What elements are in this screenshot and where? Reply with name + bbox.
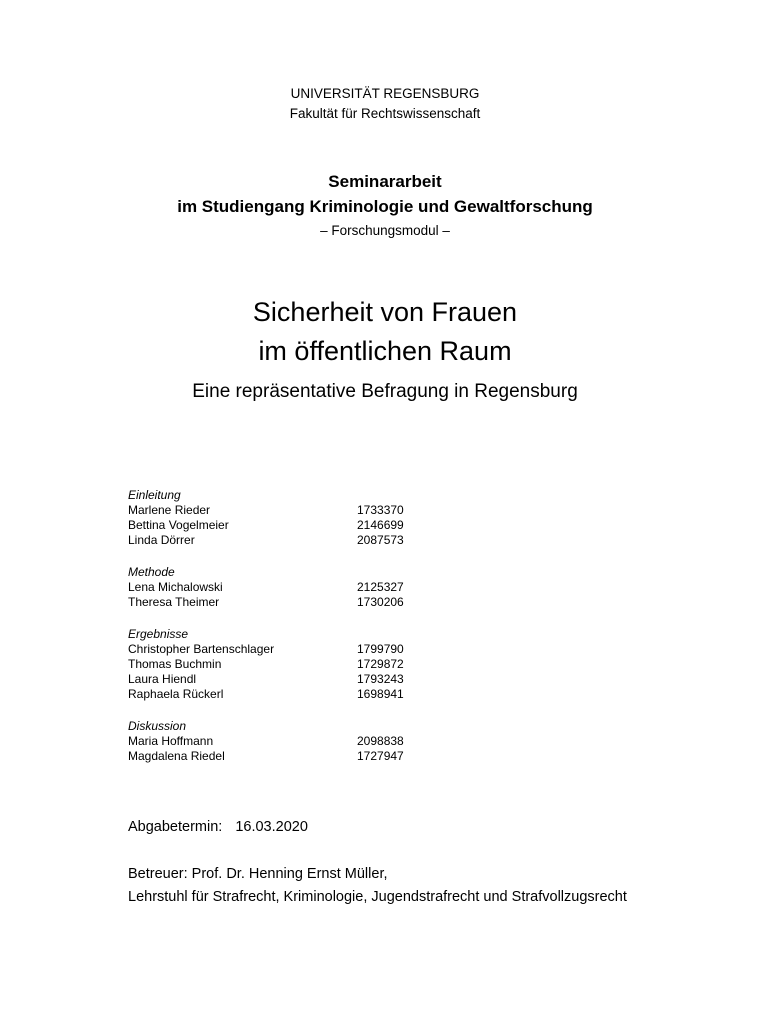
title-line-1: Sicherheit von Frauen (252, 297, 518, 327)
study-program: im Studiengang Kriminologie und Gewaltforschung (177, 197, 593, 216)
student-id: 2098838 (357, 734, 404, 748)
author-name: Thomas Buchmin (128, 657, 222, 671)
section-einleitung (128, 487, 448, 548)
faculty-name: Fakultät für Rechtswissenschaft (289, 106, 481, 121)
student-id: 1698941 (357, 687, 404, 701)
author-name: Theresa Theimer (128, 595, 220, 609)
author-row (128, 734, 448, 749)
supervisor-line: Betreuer: Prof. Dr. Henning Ernst Müller, (128, 866, 388, 882)
author-name: Maria Hoffmann (128, 734, 214, 748)
author-row (128, 595, 448, 610)
student-id: 1729872 (357, 657, 404, 671)
section-diskussion (128, 718, 448, 764)
author-row (128, 749, 448, 764)
author-row (128, 672, 448, 687)
chair-line: Lehrstuhl für Strafrecht, Kriminologie, Jugendstrafrecht und Strafvollzugsrecht (128, 889, 627, 905)
section-title: Ergebnisse (128, 627, 189, 641)
title-line-2: im öffentlichen Raum (258, 336, 512, 366)
section-title: Einleitung (128, 488, 181, 502)
author-name: Christopher Bartenschlager (128, 642, 275, 656)
student-id: 1799790 (357, 642, 404, 656)
author-row (128, 687, 448, 702)
author-list (128, 487, 448, 780)
author-row (128, 533, 448, 548)
section-title: Methode (128, 565, 175, 579)
student-id: 1730206 (357, 595, 404, 609)
author-row (128, 518, 448, 533)
deadline-label: Abgabetermin: (128, 819, 223, 835)
author-row (128, 642, 448, 657)
subtitle: Eine repräsentative Befragung in Regensburg (192, 381, 578, 402)
author-name: Bettina Vogelmeier (128, 518, 229, 532)
author-row (128, 503, 448, 518)
section-methode (128, 564, 448, 610)
section-title: Diskussion (128, 719, 187, 733)
module-name: – Forschungsmodul – (320, 223, 450, 238)
author-name: Marlene Rieder (128, 503, 211, 517)
student-id: 1727947 (357, 749, 404, 763)
paper-type: Seminararbeit (328, 172, 442, 191)
submission-deadline (128, 819, 308, 835)
student-id: 2087573 (357, 533, 404, 547)
author-name: Linda Dörrer (128, 533, 195, 547)
section-ergebnisse (128, 626, 448, 702)
student-id: 2125327 (357, 580, 404, 594)
student-id: 1733370 (357, 503, 404, 517)
author-name: Lena Michalowski (128, 580, 223, 594)
author-name: Raphaela Rückerl (128, 687, 224, 701)
student-id: 1793243 (357, 672, 404, 686)
deadline-date: 16.03.2020 (235, 819, 308, 835)
student-id: 2146699 (357, 518, 404, 532)
university-name: UNIVERSITÄT REGENSBURG (290, 86, 480, 101)
author-name: Magdalena Riedel (128, 749, 225, 763)
author-row (128, 580, 448, 595)
author-row (128, 657, 448, 672)
author-name: Laura Hiendl (128, 672, 197, 686)
